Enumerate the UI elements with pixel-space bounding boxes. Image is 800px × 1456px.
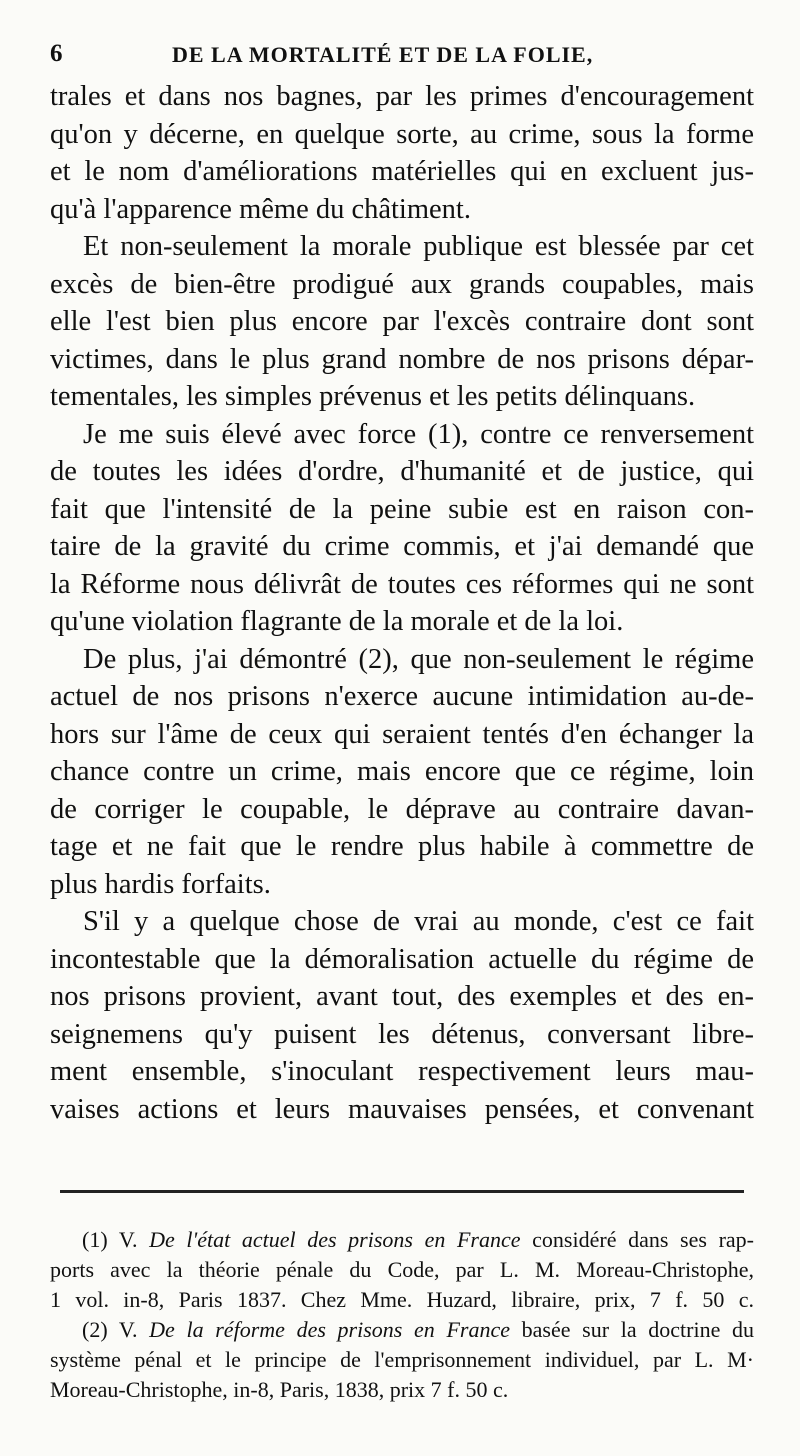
text-line: De plus, j'ai démontré (2), que non-seulement le régime xyxy=(83,643,754,675)
footnote-separator xyxy=(60,1190,744,1193)
page-number: 6 xyxy=(50,40,63,67)
footnote-1-line: 1 vol. in-8, Paris 1837. Chez Mme. Huzard, libraire, prix, 7 f. 50 c. xyxy=(50,1287,754,1312)
footnote-2-line: système pénal et le principe de l'emprisonnement individuel, par L. M· xyxy=(50,1347,754,1372)
text-line: chance contre un crime, mais encore que ce régime, loin xyxy=(50,756,754,787)
text-line: nos prisons provient, avant tout, des exemples et des en- xyxy=(50,981,754,1012)
text-line: seignemens qu'y puisent les détenus, conversant libre- xyxy=(50,1018,754,1050)
text-line: ment ensemble, s'inoculant respectivement leurs mau- xyxy=(50,1056,754,1087)
footnotes xyxy=(50,1225,754,1405)
text-line: hors sur l'âme de ceux qui seraient tentés d'en échanger la xyxy=(50,718,754,750)
footnote-1-marker: (1) V. xyxy=(82,1227,138,1252)
text-line: qu'une violation flagrante de la morale et de la loi. xyxy=(50,606,624,637)
text-line: actuel de nos prisons n'exerce aucune intimidation au-de- xyxy=(50,681,754,712)
footnote-2-line xyxy=(50,1315,754,1345)
text-line: tage et ne fait que le rendre plus habile à commettre de xyxy=(50,831,754,862)
text-line: la Réforme nous délivrât de toutes ces réformes qui ne sont xyxy=(50,568,754,600)
text-line: incontestable que la démoralisation actuelle du régime de xyxy=(50,943,754,975)
text-line: Et non-seulement la morale publique est blessée par cet xyxy=(83,231,754,262)
text-line: tementales, les simples prévenus et les petits délinquans. xyxy=(50,381,696,412)
text-line: qu'à l'apparence même du châtiment. xyxy=(50,193,471,225)
text-line: de corriger le coupable, le déprave au contraire davan- xyxy=(50,793,754,825)
text-line: excès de bien-être prodigué aux grands coupables, mais xyxy=(50,268,754,300)
text-line: fait que l'intensité de la peine subie est en raison con- xyxy=(50,493,754,525)
text-line: Je me suis élevé avec force (1), contre ce renversement xyxy=(83,418,754,450)
running-title: DE LA MORTALITÉ ET DE LA FOLIE, xyxy=(172,42,594,67)
footnote-1-line xyxy=(50,1225,754,1255)
text-line: vaises actions et leurs mauvaises pensées, et convenant xyxy=(50,1093,754,1125)
text-line: elle l'est bien plus encore par l'excès contraire dont sont xyxy=(50,306,754,337)
text-line: victimes, dans le plus grand nombre de nos prisons dépar- xyxy=(50,343,754,375)
footnote-2-text: basée sur la doctrine du xyxy=(521,1317,755,1342)
text-line: et le nom d'améliorations matérielles qui en excluent jus- xyxy=(50,156,754,187)
text-line: plus hardis forfaits. xyxy=(50,868,271,900)
text-line: S'il y a quelque chose de vrai au monde, c'est ce fait xyxy=(83,906,754,937)
text-line: taire de la gravité du crime commis, et j'ai demandé que xyxy=(50,531,754,562)
footnote-2-line: Moreau-Christophe, in-8, Paris, 1838, prix 7 f. 50 c. xyxy=(50,1377,509,1402)
text-line: de toutes les idées d'ordre, d'humanité et de justice, qui xyxy=(50,456,754,487)
running-head xyxy=(50,40,760,80)
text-line: trales et dans nos bagnes, par les primes d'encouragement xyxy=(50,81,754,112)
footnote-2-marker: (2) V. xyxy=(82,1317,138,1342)
text-line: qu'on y décerne, en quelque sorte, au crime, sous la forme xyxy=(50,118,754,150)
body-text xyxy=(50,78,754,1128)
footnote-1-line: ports avec la théorie pénale du Code, par L. M. Moreau-Christophe, xyxy=(50,1257,754,1282)
footnote-2-title: De la réforme des prisons en France xyxy=(149,1317,510,1342)
footnote-1-text: considéré dans ses rap- xyxy=(532,1227,754,1252)
footnote-1-title: De l'état actuel des prisons en France xyxy=(149,1227,521,1252)
